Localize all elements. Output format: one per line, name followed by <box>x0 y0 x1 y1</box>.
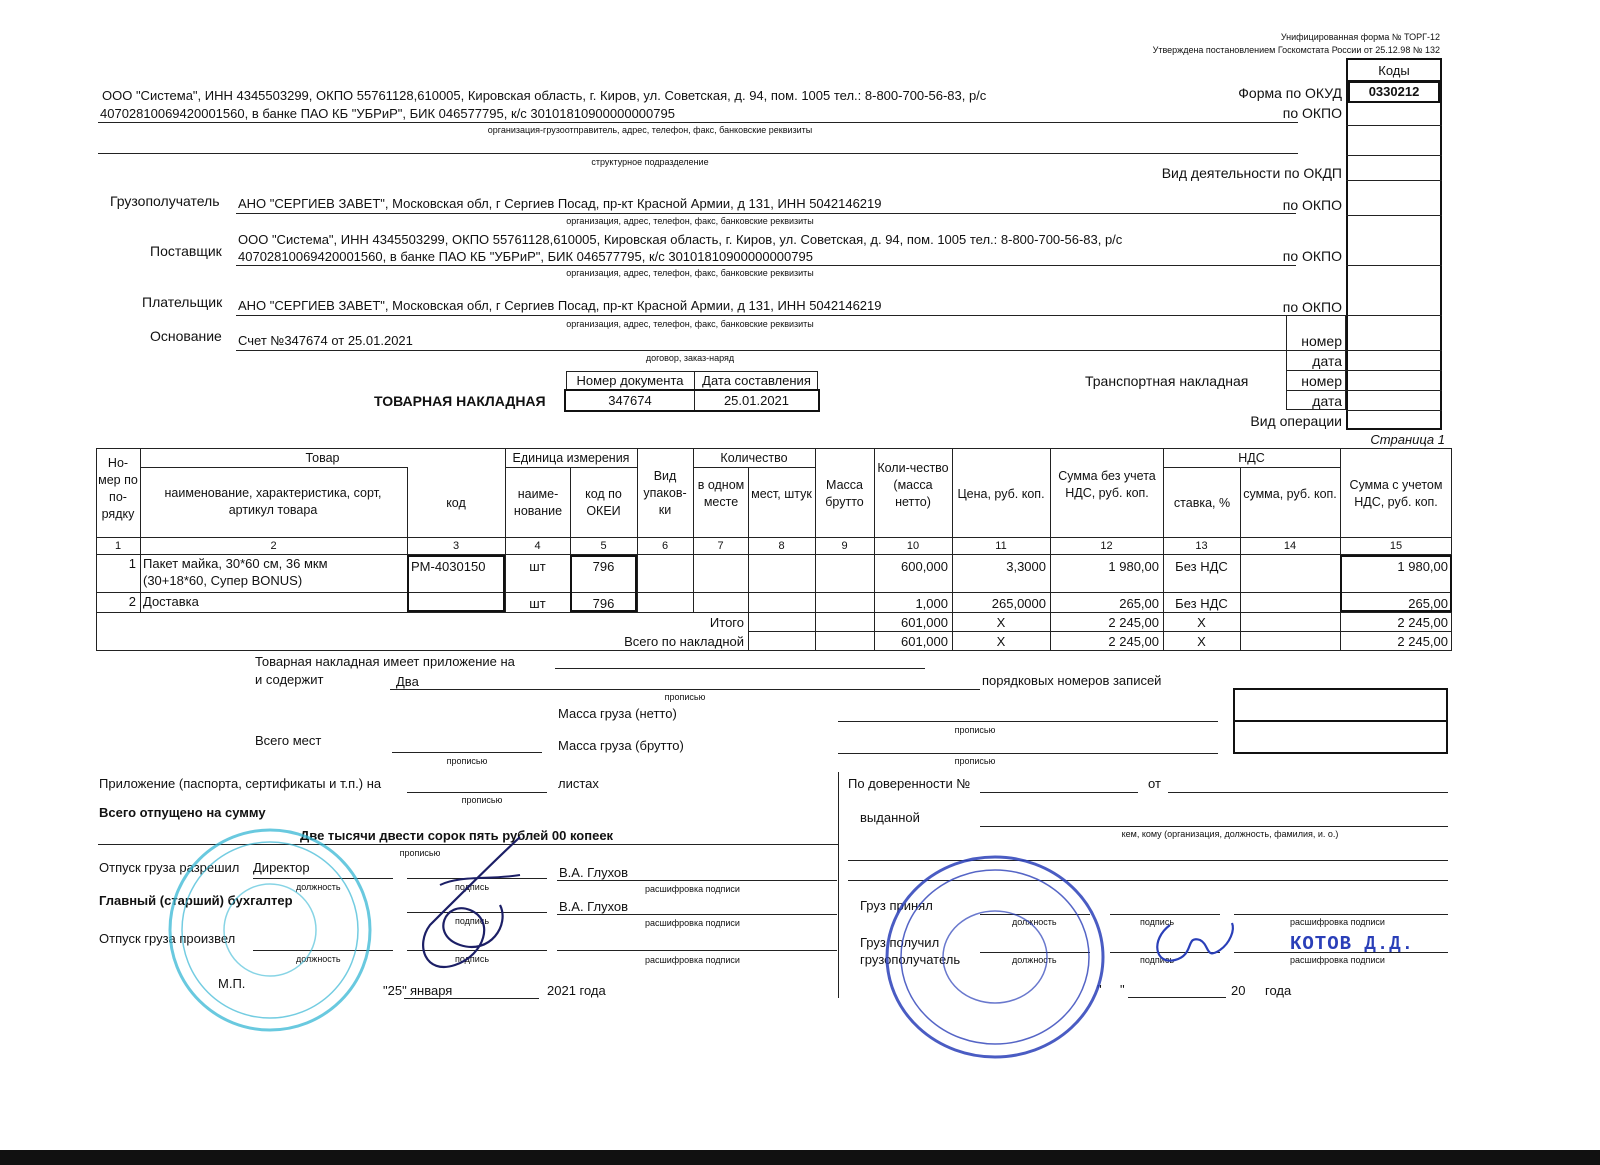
page-bottom-edge <box>0 1150 1600 1165</box>
page-label: Страница 1 <box>1370 432 1445 447</box>
issued-label: выданной <box>860 810 920 825</box>
col-number: 8 <box>778 540 785 552</box>
row-name: Пакет майка, 30*60 см, 36 мкм <box>143 556 328 571</box>
payer-label: Плательщик <box>142 294 223 310</box>
supplier-line2: 40702810069420001560, в банке ПАО КБ "УБРиР", БИК 046577795, к/с 30101810900000000795 <box>238 249 813 264</box>
col-number: 3 <box>452 540 460 552</box>
supplier-label: Поставщик <box>150 243 222 259</box>
col-number: 10 <box>906 540 920 552</box>
row-qty: 600,000 <box>901 559 948 574</box>
receiver-name: КОТОВ Д.Д. <box>1290 933 1415 955</box>
row-sum: 1 980,00 <box>1108 559 1159 574</box>
row-no: 2 <box>128 594 136 609</box>
row-name: Доставка <box>143 594 199 609</box>
col-number: 5 <box>600 540 607 552</box>
doc-date: 25.01.2021 <box>723 393 790 408</box>
consignee-label: Грузополучатель <box>110 193 220 209</box>
decode-cap-2: расшифровка подписи <box>645 918 740 928</box>
col-unit-name: наиме-нование <box>513 487 563 518</box>
transport-number-label: номер <box>1301 373 1342 389</box>
payer-caption: организация, адрес, телефон, факс, банковские реквизиты <box>566 319 814 329</box>
sheets-label: листах <box>558 776 599 791</box>
signature-left-icon <box>400 825 560 995</box>
vsego-qty: 601,000 <box>901 634 948 649</box>
unified-form-label: Унифицированная форма № ТОРГ-12 <box>1280 32 1440 42</box>
date-right-q1: " <box>1097 982 1102 997</box>
doc-number: 347674 <box>608 393 652 408</box>
col-per-place: в одном месте <box>697 478 745 509</box>
mp-left: М.П. <box>218 976 246 991</box>
in-words-cap-5: прописью <box>461 795 503 805</box>
codes-label: Коды <box>1378 63 1410 78</box>
supplier-caption: организация, адрес, телефон, факс, банковские реквизиты <box>566 268 814 278</box>
okpo-label-3: по ОКПО <box>1282 248 1342 264</box>
signer-2: В.А. Глухов <box>559 899 629 914</box>
col-number: 15 <box>1389 540 1403 552</box>
col-sum-no-vat: Сумма без учета НДС, руб. коп. <box>1058 469 1156 500</box>
row-name-2: (30+18*60, Супер BONUS) <box>143 573 303 588</box>
consignee-caption: организация, адрес, телефон, факс, банковские реквизиты <box>566 216 814 226</box>
row-price: 3,3000 <box>1006 559 1046 574</box>
position-cap-1: должность <box>296 882 341 892</box>
row-no: 1 <box>128 556 136 571</box>
col-places: мест, штук <box>751 487 812 501</box>
signature-cap-1: подпись <box>455 882 490 892</box>
decode-cap-5: расшифровка подписи <box>1290 955 1385 965</box>
vsego-price: X <box>996 634 1006 649</box>
position-cap-2: должность <box>296 954 341 964</box>
seal-right-icon <box>880 850 1110 1065</box>
okpo-label-2: по ОКПО <box>1282 197 1342 213</box>
col-net-qty: Коли-чество (масса нетто) <box>877 461 949 509</box>
signature-cap-5: подпись <box>1140 955 1175 965</box>
basis-caption: договор, заказ-наряд <box>645 353 735 363</box>
itogo-vat-rate: X <box>1197 615 1206 630</box>
col-number: 7 <box>717 540 724 552</box>
col-goods: Товар <box>305 451 340 465</box>
seal-left-icon <box>155 815 385 1045</box>
col-number: 6 <box>661 540 669 552</box>
signature-cap-2: подпись <box>455 916 490 926</box>
row-code: PM-4030150 <box>411 559 486 574</box>
document-title: ТОВАРНАЯ НАКЛАДНАЯ <box>374 393 546 409</box>
basis-date-label: дата <box>1312 353 1342 369</box>
cargo-received-label: Груз принял <box>860 898 933 913</box>
codes-box <box>1346 58 1442 430</box>
col-gross: Масса брутто <box>825 478 864 509</box>
subdivision-caption: структурное подразделение <box>591 157 709 167</box>
records-label: порядковых номеров записей <box>982 673 1162 688</box>
row-vat-rate: Без НДС <box>1175 596 1228 611</box>
in-words-cap-1: прописью <box>664 692 706 702</box>
itogo-price: X <box>996 615 1006 630</box>
basis-label: Основание <box>150 328 222 344</box>
vsego-vat-rate: X <box>1197 634 1206 649</box>
doc-date-label: Дата составления <box>702 373 811 388</box>
date-left-day: "25" <box>383 983 407 998</box>
col-number: 2 <box>270 540 277 552</box>
okdp-label: Вид деятельности по ОКДП <box>1161 165 1342 181</box>
issued-cap: кем, кому (организация, должность, фамилия, и. о.) <box>1121 829 1339 839</box>
row-unit: шт <box>529 559 546 574</box>
row-okei: 796 <box>592 596 615 611</box>
col-sum-with-vat: Сумма с учетом НДС, руб. коп. <box>1349 478 1443 509</box>
signature-cap-3: подпись <box>455 954 490 964</box>
shipper-line1: ООО "Система", ИНН 4345503299, ОКПО 55761128,610005, Кировская область, г. Киров, ул. Советская, д. 94, пом. 1005 тел.: 8-800-700-56-83, р/с <box>102 88 987 103</box>
consignee-word: грузополучатель <box>860 952 961 967</box>
supplier-line1: ООО "Система", ИНН 4345503299, ОКПО 55761128,610005, Кировская область, г. Киров, ул. Советская, д. 94, пом. 1005 тел.: 8-800-700-56-83, р/с <box>238 232 1123 247</box>
appendix-text: Товарная накладная имеет приложение на <box>255 654 515 669</box>
itogo-sum: 2 245,00 <box>1108 615 1159 630</box>
shipper-line2: 40702810069420001560, в банке ПАО КБ "УБРиР", БИК 046577795, к/с 30101810900000000795 <box>100 106 675 121</box>
signature-right-icon <box>1140 915 1240 975</box>
transport-label: Транспортная накладная <box>1085 373 1249 389</box>
doc-number-label: Номер документа <box>576 373 684 388</box>
col-row-no: Но-мер по по-рядку <box>98 456 138 521</box>
position-cap-5: должность <box>1012 955 1057 965</box>
vsego-label: Всего по накладной <box>624 634 744 649</box>
okpo-label-1: по ОКПО <box>1282 105 1342 121</box>
in-words-cap-4: прописью <box>954 756 996 766</box>
col-vat-sum: сумма, руб. коп. <box>1243 487 1337 501</box>
payer-value: АНО "СЕРГИЕВ ЗАВЕТ", Московская обл, г Сергиев Посад, пр-кт Красной Армии, д 131, ИНН 5042146219 <box>238 298 882 313</box>
itogo-label: Итого <box>709 615 744 630</box>
okud-code: 0330212 <box>1368 84 1420 99</box>
net-mass-label: Масса груза (нетто) <box>558 706 677 721</box>
col-number: 9 <box>841 540 848 552</box>
release-done-label: Отпуск груза произвел <box>99 931 236 946</box>
itogo-qty: 601,000 <box>901 615 948 630</box>
release-position: Директор <box>253 860 310 875</box>
col-vat: НДС <box>1238 451 1265 465</box>
row-unit: шт <box>529 596 546 611</box>
contains-value: Два <box>396 674 419 689</box>
col-quantity: Количество <box>720 451 788 465</box>
signature-cap-4: подпись <box>1140 917 1175 927</box>
from-label: от <box>1148 776 1161 791</box>
vsego-total: 2 245,00 <box>1397 634 1448 649</box>
vsego-sum: 2 245,00 <box>1108 634 1159 649</box>
row-okei: 796 <box>592 559 615 574</box>
col-unit-okei: код по ОКЕИ <box>585 487 622 518</box>
col-number: 4 <box>534 540 541 552</box>
col-number: 11 <box>995 540 1007 552</box>
col-price: Цена, руб. коп. <box>957 487 1045 501</box>
gross-mass-label: Масса груза (брутто) <box>558 738 684 753</box>
col-number: 1 <box>114 540 122 552</box>
row-total: 265,00 <box>1408 596 1448 611</box>
col-pack-type: Вид упаков-ки <box>643 469 687 517</box>
released-sum-label: Всего отпущено на сумму <box>99 805 266 820</box>
in-words-cap-6: прописью <box>399 848 441 858</box>
transport-date-label: дата <box>1312 393 1342 409</box>
col-unit: Единица измерения <box>512 451 630 465</box>
attachment-label: Приложение (паспорта, сертификаты и т.п.) на <box>99 776 382 791</box>
date-left-month: января <box>410 983 453 998</box>
released-sum-words: Две тысячи двести сорок пять рублей 00 копеек <box>300 828 614 843</box>
signer-1: В.А. Глухов <box>559 865 629 880</box>
col-goods-code: код <box>446 496 466 510</box>
basis-value: Счет №347674 от 25.01.2021 <box>238 333 413 348</box>
decode-cap-1: расшифровка подписи <box>645 884 740 894</box>
col-number: 13 <box>1195 540 1208 552</box>
decode-cap-3: расшифровка подписи <box>645 955 740 965</box>
row-total: 1 980,00 <box>1397 559 1448 574</box>
contains-label: и содержит <box>255 672 324 687</box>
row-qty: 1,000 <box>915 596 948 611</box>
cargo-got-label: Груз получил <box>860 935 940 950</box>
operation-label: Вид операции <box>1250 413 1342 429</box>
row-sum: 265,00 <box>1119 596 1159 611</box>
okud-label: Форма по ОКУД <box>1238 85 1342 101</box>
date-right-20: 20 <box>1231 983 1246 998</box>
chief-accountant-label: Главный (старший) бухгалтер <box>99 893 293 908</box>
date-right-year: года <box>1265 983 1292 998</box>
date-left-year: 2021 года <box>547 983 606 998</box>
okpo-label-4: по ОКПО <box>1282 299 1342 315</box>
col-number: 12 <box>1100 540 1113 552</box>
itogo-total: 2 245,00 <box>1397 615 1448 630</box>
in-words-cap-3: прописью <box>446 756 488 766</box>
date-right-q2: " <box>1120 982 1125 997</box>
poa-label: По доверенности № <box>848 776 971 791</box>
col-goods-name: наименование, характеристика, сорт, артикул товара <box>164 486 382 517</box>
total-places-label: Всего мест <box>255 733 322 748</box>
col-number: 14 <box>1283 540 1297 552</box>
approved-label: Утверждена постановлением Госкомстата России от 25.12.98 № 132 <box>1152 45 1440 55</box>
shipper-caption: организация-грузоотправитель, адрес, телефон, факс, банковские реквизиты <box>487 125 813 135</box>
col-vat-rate: ставка, % <box>1173 496 1231 510</box>
row-price: 265,0000 <box>991 596 1046 611</box>
in-words-cap-2: прописью <box>954 725 996 735</box>
row-vat-rate: Без НДС <box>1175 559 1228 574</box>
release-allowed-label: Отпуск груза разрешил <box>99 860 240 875</box>
position-cap-3: должность <box>1012 917 1057 927</box>
consignee-value: АНО "СЕРГИЕВ ЗАВЕТ", Московская обл, г Сергиев Посад, пр-кт Красной Армии, д 131, ИНН 5042146219 <box>238 196 882 211</box>
decode-cap-4: расшифровка подписи <box>1290 917 1385 927</box>
basis-number-label: номер <box>1301 333 1342 349</box>
